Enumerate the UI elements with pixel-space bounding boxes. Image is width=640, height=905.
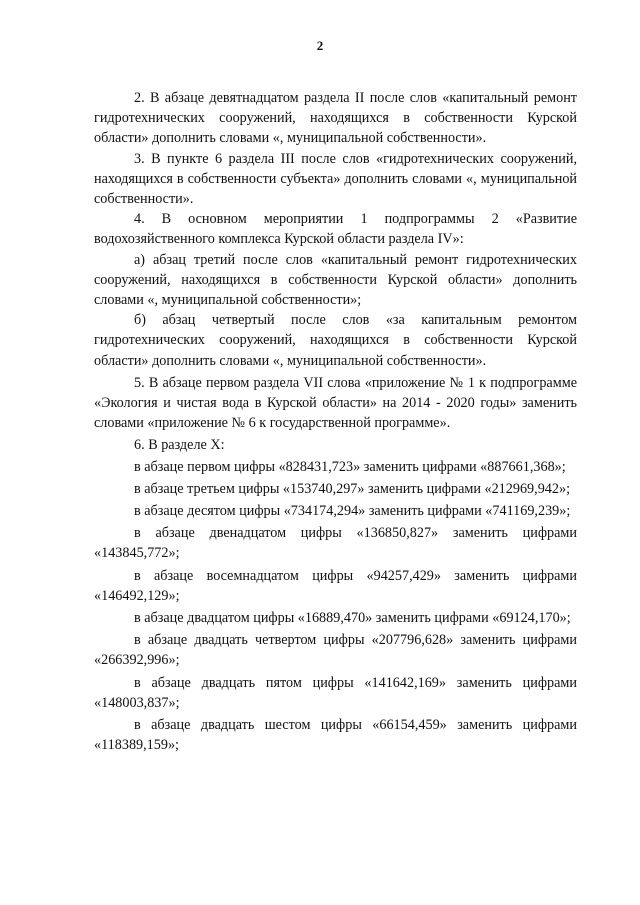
paragraph-item-3: 3. В пункте 6 раздела III после слов «гидротехнических сооружений, находящихся в собственности субъекта» дополнить словами «, муниципальной собственности». [94, 150, 577, 208]
amendment-line: в абзаце двадцать шестом цифры «66154,459» заменить цифрами «118389,159»; [94, 717, 577, 754]
amendment-line: в абзаце десятом цифры «734174,294» заменить цифрами «741169,239»; [134, 503, 571, 520]
paragraph-item-4b: б) абзац четвертый после слов «за капитальным ремонтом гидротехнических сооружений, находящихся в собственности Курской области» дополнить словами «, муниципальной собственности». [94, 312, 577, 369]
amendment-line: в абзаце двадцать пятом цифры «141642,169» заменить цифрами «148003,837»; [94, 674, 577, 711]
paragraph-item-2: 2. В абзаце девятнадцатом раздела II после слов «капитальный ремонт гидротехнических сооружений, находящихся в собственности Курской области» дополнить словами «, муниципальной собственности». [94, 90, 577, 147]
amendment-line: в абзаце двадцатом цифры «16889,470» заменить цифрами «69124,170»; [134, 610, 571, 627]
page-number: 2 [316, 38, 324, 53]
paragraph-item-4: 4. В основном мероприятии 1 подпрограммы 2 «Развитие водохозяйственного комплекса Курской области раздела IV»: [94, 211, 577, 248]
amendment-line: в абзаце первом цифры «828431,723» заменить цифрами «887661,368»; [134, 458, 566, 475]
paragraph-item-5: 5. В абзаце первом раздела VII слова «приложение № 1 к подпрограмме «Экология и чистая вода в Курской области» на 2014 - 2020 годы» заменить словами «приложение № 6 к государственной программе». [94, 374, 577, 432]
paragraph-item-6: 6. В разделе X: [134, 437, 225, 454]
amendment-line: в абзаце восемнадцатом цифры «94257,429» заменить цифрами «146492,129»; [94, 567, 577, 604]
paragraph-item-4a: а) абзац третий после слов «капитальный ремонт гидротехнических сооружений, находящихся в собственности Курской области» дополнить словами «, муниципальной собственности»; [94, 251, 577, 309]
amendment-line: в абзаце двенадцатом цифры «136850,827» заменить цифрами «143845,772»; [94, 525, 577, 562]
amendment-line: в абзаце третьем цифры «153740,297» заменить цифрами «212969,942»; [134, 480, 571, 497]
document-body [94, 88, 577, 756]
amendment-line: в абзаце двадцать четвертом цифры «207796,628» заменить цифрами «266392,996»; [94, 632, 577, 669]
